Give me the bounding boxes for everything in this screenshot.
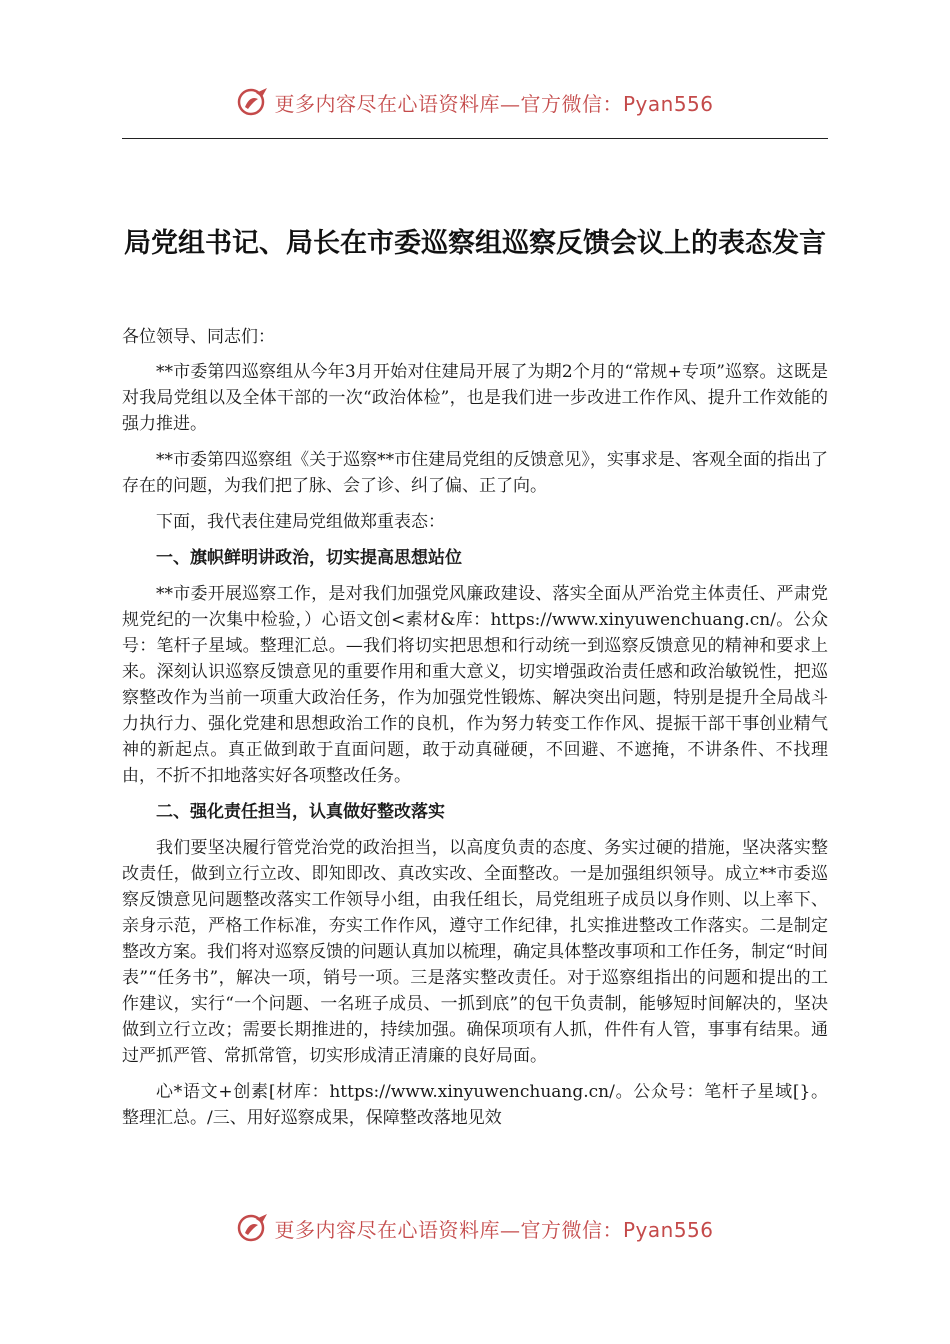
- greeting: 各位领导、同志们：: [122, 327, 275, 347]
- footer-banner-text: 更多内容尽在心语资料库—官方微信：Pyan556: [274, 1217, 714, 1242]
- header-divider: [122, 138, 828, 139]
- document-title: 局党组书记、局长在市委巡察组巡察反馈会议上的表态发言: [124, 228, 826, 259]
- paragraph-3: 下面，我代表住建局党组做郑重表态：: [156, 512, 445, 532]
- pen-logo-icon: [236, 85, 270, 119]
- pen-logo-icon: [236, 1211, 270, 1245]
- section-heading-1: 一、旗帜鲜明讲政治，切实提高思想站位: [156, 548, 462, 568]
- section-heading-2: 二、强化责任担当，认真做好整改落实: [156, 802, 445, 822]
- section-2-body: 我们要坚决履行管党治党的政治担当，以高度负责的态度、务实过硬的措施，坚决落实整改责任，做到立行立改、即知即改、真改实改、全面整改。一是加强组织领导。成立**市委巡察反馈意见问题整改落实工作领导小组，由我任组长，局党组班子成员以身作则、以上率下、亲身示范，严格工作标准，夯实工作作风，遵守工作纪律，扎实推进整改工作落实。二是制定整改方案。我们将对巡察反馈的问题认真加以梳理，确定具体整改事项和工作任务，制定“时间表”“任务书”，解决一项，销号一项。三是落实整改责任。对于巡察组指出的问题和提出的工作建议，实行“一个问题、一名班子成员、一抓到底”的包干负责制，能够短时间解决的，坚决做到立行立改；需要长期推进的，持续加强。确保项项有人抓，件件有人管，事事有结果。通过严抓严管、常抓常管，切实形成清正清廉的良好局面。: [122, 838, 828, 1066]
- paragraph-1: **市委第四巡察组从今年3月开始对住建局开展了为期2个月的“常规+专项”巡察。这既是对我局党组以及全体干部的一次“政治体检”，也是我们进一步改进工作作风、提升工作效能的强力推进。: [122, 362, 828, 434]
- document-body: [122, 324, 828, 1141]
- closing-paragraph: 心*语文+创素[材库：https://www.xinyuwenchuang.cn/。公众号：笔杆子星域[}。整理汇总。/三、用好巡察成果，保障整改落地见效: [122, 1082, 828, 1128]
- header-wechat-id: Pyan556: [622, 91, 714, 116]
- header-banner: [0, 82, 950, 122]
- header-banner-text: 更多内容尽在心语资料库—官方微信：Pyan556: [274, 91, 714, 116]
- paragraph-2: **市委第四巡察组《关于巡察**市住建局党组的反馈意见》，实事求是、客观全面的指出了存在的问题，为我们把了脉、会了诊、纠了偏、正了向。: [122, 450, 828, 496]
- footer-wechat-id: Pyan556: [622, 1217, 714, 1242]
- footer-banner: [0, 1208, 950, 1248]
- section-1-body: **市委开展巡察工作，是对我们加强党风廉政建设、落实全面从严治党主体责任、严肃党规党纪的一次集中检验，）心语文创<素材&库：https://www.xinyuwenchuang.cn/。公众号：笔杆子星域。整理汇总。—我们将切实把思想和行动统一到巡察反馈意见的精神和要求上来。深刻认识巡察反馈意见的重要作用和重大意义，切实增强政治责任感和政治敏锐性，把巡察整改作为当前一项重大政治任务，作为加强党性锻炼、解决突出问题，特别是提升全局战斗力执行力、强化党建和思想政治工作的良机，作为努力转变工作作风、提振干部干事创业精气神的新起点。真正做到敢于直面问题，敢于动真碰硬，不回避、不遮掩，不讲条件、不找理由，不折不扣地落实好各项整改任务。: [122, 584, 828, 786]
